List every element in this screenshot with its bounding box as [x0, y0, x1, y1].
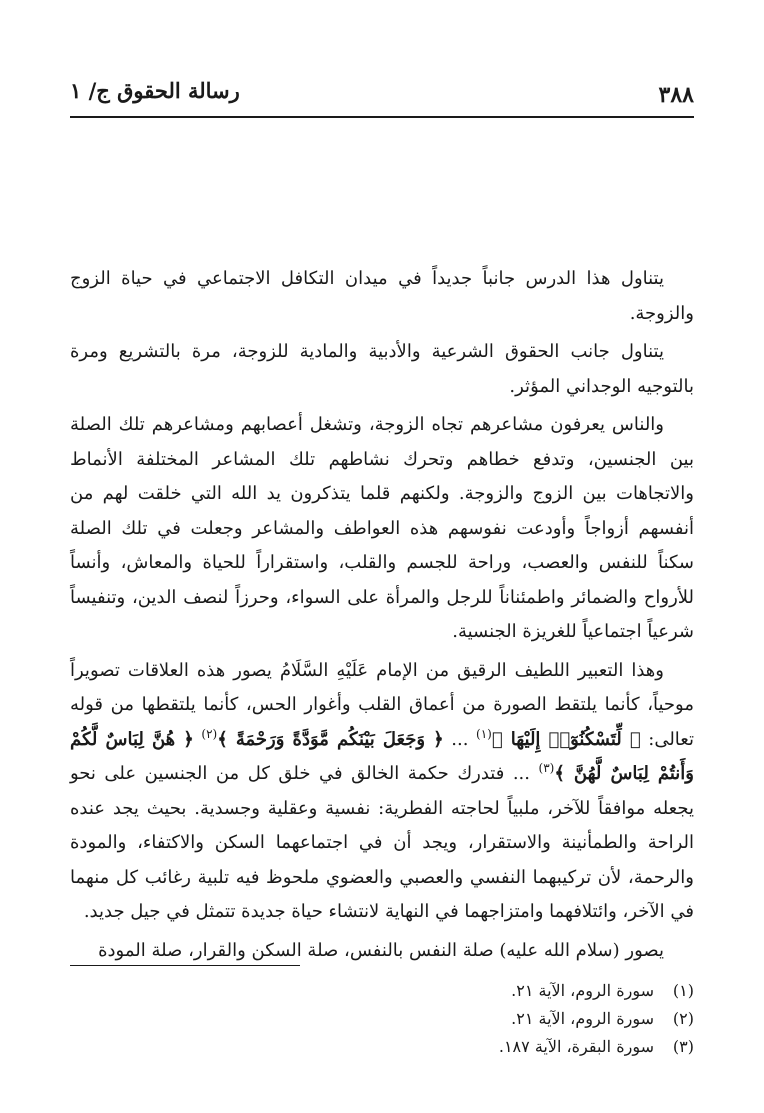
- main-text: [70, 262, 694, 972]
- footnote-number: (٢): [672, 1009, 694, 1028]
- page-header: [70, 76, 694, 118]
- footnote-number: (١): [672, 981, 694, 1000]
- footnote-ref-1[interactable]: (١): [476, 726, 492, 741]
- footnote-text: سورة البقرة، الآية ١٨٧.: [498, 1037, 654, 1056]
- quran-verse-2: ﴿ وَجَعَلَ بَيْنَكُم مَّوَدَّةً وَرَحْمَةً ﴾: [217, 728, 444, 750]
- ellipsis-separator: ...: [443, 728, 469, 750]
- page-number: ٣٨٨: [658, 82, 694, 108]
- footnote-text: سورة الروم، الآية ٢١.: [511, 1009, 654, 1028]
- paragraph-1: يتناول هذا الدرس جانباً جديداً في ميدان التكافل الاجتماعي في حياة الزوج والزوجة.: [70, 268, 694, 324]
- footnote-number: (٣): [672, 1037, 694, 1056]
- footnotes: [70, 977, 694, 1061]
- footnote-ref-3[interactable]: (٣): [538, 761, 555, 775]
- running-title: رسالة الحقوق ج/ ١: [70, 78, 240, 103]
- footnote-ref-2[interactable]: (٢): [201, 726, 218, 741]
- footnote-divider: [70, 965, 300, 966]
- footnote-2: [70, 1005, 694, 1033]
- paragraph-2: يتناول جانب الحقوق الشرعية والأدبية والمادية للزوجة، مرة بالتشريع ومرة بالتوجيه الوجداني المؤثر.: [70, 341, 694, 397]
- quran-verse-1: ﴿ لِّتَسْكُنُوٓا۟ إِلَيْهَا ﴾: [491, 728, 641, 750]
- paragraph-3: والناس يعرفون مشاعرهم تجاه الزوجة، وتشغل أعصابهم ومشاعرهم تلك الصلة بين الجنسين، وتدفع خطاهم وتحرك نشاطهم تلك المشاعر المختلفة الأنماط والاتجاهات بين الزوج والزوجة. ولكنهم قلما يتذكرون يد الله التي خلقت لهم من أنفسهم أزواجاً وأودعت نفوسهم هذه العواطف والمشاعر وجعلت في تلك الصلة سكناً للنفس والعصب، وراحة للجسم والقلب، واستقراراً للحياة والمعاش، وأنساً للأرواح والضمائر واطمئناناً للرجل والمرأة على السواء، وحرزاً لنصف الدين، وتنفيساً شرعياً اجتماعياً للغريزة الجنسية.: [70, 414, 694, 642]
- paragraph-5: يصور (سلام الله عليه) صلة النفس بالنفس، صلة السكن والقرار، صلة المودة: [98, 939, 664, 961]
- footnote-1: [70, 977, 694, 1005]
- footnote-text: سورة الروم، الآية ٢١.: [511, 981, 654, 1000]
- paragraph-4-intro: وهذا التعبير اللطيف الرقيق من الإمام عَلَيْهِ السَّلَامُ يصور هذه العلاقات تصويراً موحياً، كأنما يلتقط الصورة من أعماق القلب وأغوار الحس، كأنما يلتقطها من قوله تعالى:: [70, 659, 694, 750]
- quran-verse-3: ﴿ هُنَّ لِبَاسٌ لَّكُمْ وَأَنتُمْ لِبَاسٌ لَّهُنَّ ﴾: [70, 728, 694, 784]
- footnote-3: [70, 1033, 694, 1061]
- paragraph-4-continuation: ... فتدرك حكمة الخالق في خلق كل من الجنسين على نحو يجعله موافقاً للآخر، ملبياً لحاجته الفطرية: نفسية وعقلية وجسدية. بحيث يجد عنده الراحة والطمأنينة والاستقرار، ويجد أن في اجتماعهما السكن والاكتفاء، والمودة والرحمة، لأن تركيبهما النفسي والعصبي والعضوي ملحوظ فيه تلبية رغائب كل منهما في الآخر، وائتلافهما وامتزاجهما في النهاية لانتشاء حياة جديدة تتمثل في جيل جديد.: [70, 763, 694, 922]
- paragraph-4: [70, 654, 694, 930]
